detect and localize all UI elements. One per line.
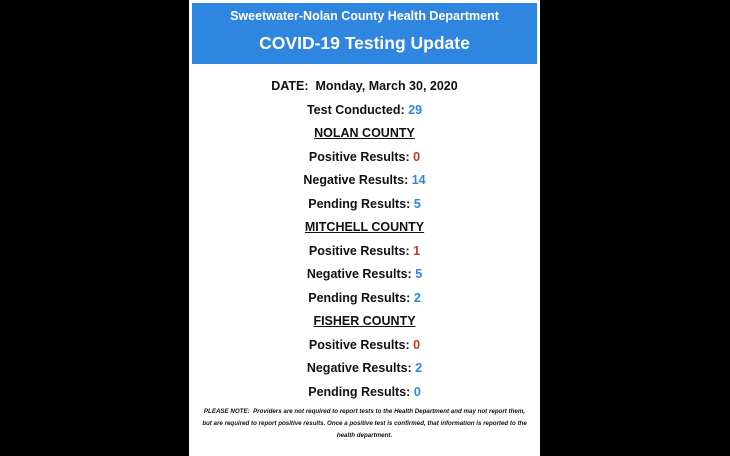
department-name: Sweetwater-Nolan County Health Department (230, 9, 499, 23)
pending-value: 5 (413, 196, 421, 211)
tests-label: Test Conducted: (306, 102, 405, 117)
pending-value: 0 (413, 384, 421, 399)
mitchell-negative-line (189, 265, 540, 289)
county-heading-nolan: NOLAN COUNTY (314, 126, 415, 140)
nolan-pending-line (189, 195, 540, 219)
note-text: Providers are not required to report tests to the Health Department and may not report them, but are required to report positive results. Once a positive test is confirmed, that information is reported to the health department. (202, 408, 527, 439)
positive-value: 0 (413, 149, 421, 164)
note-label: PLEASE NOTE: (203, 408, 250, 415)
nolan-negative-line (189, 171, 540, 195)
pending-label: Pending Results: (308, 384, 411, 399)
date-line (189, 77, 540, 101)
page-title: COVID-19 Testing Update (259, 33, 470, 53)
positive-label: Positive Results: (308, 337, 410, 352)
tests-line (189, 101, 540, 125)
pending-label: Pending Results: (308, 290, 411, 305)
date-label: DATE: (271, 79, 309, 93)
flyer-page (189, 0, 540, 456)
positive-label: Positive Results: (308, 243, 410, 258)
negative-label: Negative Results: (303, 173, 409, 187)
header-banner (192, 3, 537, 64)
pending-value: 2 (413, 290, 421, 305)
negative-label: Negative Results: (306, 361, 412, 375)
fisher-positive-line (189, 336, 540, 360)
positive-label: Positive Results: (308, 149, 410, 164)
tests-value: 29 (408, 102, 423, 117)
positive-value: 0 (413, 337, 421, 352)
county-heading-fisher: FISHER COUNTY (313, 314, 416, 328)
disclaimer-note (199, 406, 530, 442)
negative-label: Negative Results: (306, 267, 412, 281)
fisher-pending-line (189, 383, 540, 407)
pending-label: Pending Results: (308, 196, 411, 211)
negative-value: 14 (411, 173, 426, 187)
county-heading-mitchell: MITCHELL COUNTY (304, 220, 425, 234)
date-value: Monday, March 30, 2020 (315, 79, 458, 93)
nolan-positive-line (189, 148, 540, 172)
mitchell-pending-line (189, 289, 540, 313)
positive-value: 1 (413, 243, 421, 258)
mitchell-positive-line (189, 242, 540, 266)
fisher-negative-line (189, 359, 540, 383)
negative-value: 2 (415, 361, 423, 375)
negative-value: 5 (415, 267, 423, 281)
report-content (189, 64, 540, 406)
